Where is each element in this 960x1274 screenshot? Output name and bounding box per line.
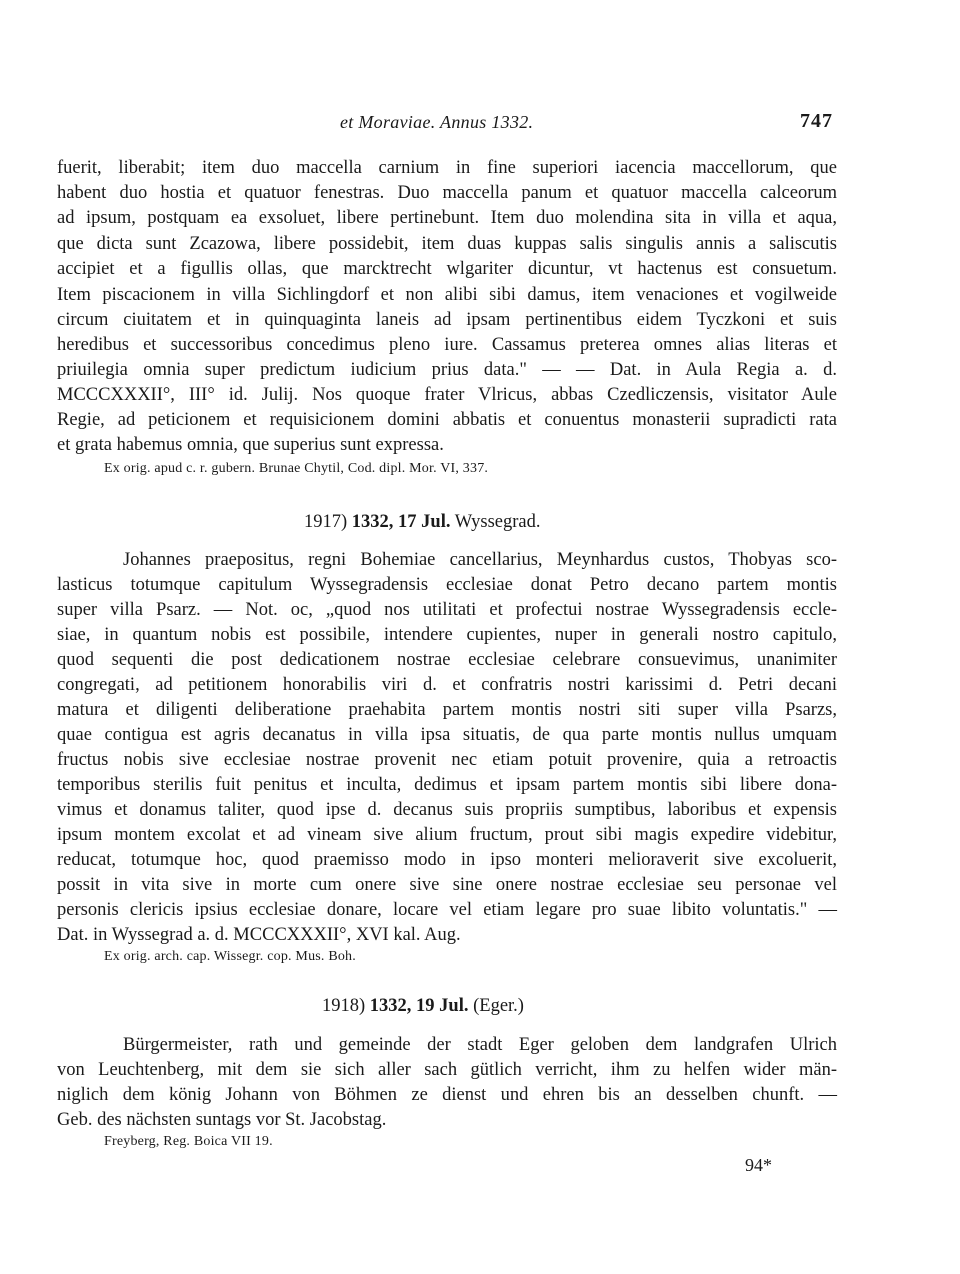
signature-mark: 94* bbox=[745, 1155, 772, 1175]
text-line: niglich dem könig Johann von Böhmen ze dienst und ehren bis an desselben chunft. — bbox=[57, 1085, 837, 1105]
text-line: Bürgermeister, rath und gemeinde der stadt Eger geloben dem landgrafen Ulrich bbox=[123, 1035, 837, 1055]
text-line: von Leuchtenberg, mit dem sie sich aller sach gütlich verricht, ihm zu helfen wider män- bbox=[57, 1060, 837, 1080]
text-line: priuilegia omnia super predictum iudicium prius data." — — Dat. in Aula Regia a. d. bbox=[57, 360, 837, 380]
entry-heading-1917 bbox=[304, 510, 541, 534]
text-line: quod sequenti die post dedicationem nostrae ecclesiae celebrare consuevimus, unanimiter bbox=[57, 650, 837, 670]
text-line: heredibus et successoribus concedimus pleno iure. Cassamus preterea omnes alias literas et bbox=[57, 335, 837, 355]
text-line: MCCCXXXII°, III° id. Julij. Nos quoque frater Vlricus, abbas Czedliczensis, visitator Aule bbox=[57, 385, 837, 405]
text-line: que dicta sunt Zcazowa, libere possidebit, item duas kuppas salis singulis annis a saliscutis bbox=[57, 234, 837, 254]
entry-heading-1918 bbox=[322, 994, 524, 1018]
text-line: lasticus totumque capitulum Wyssegradensis ecclesiae donat Petro decano partem montis bbox=[57, 575, 837, 595]
entry-number: 1918) bbox=[322, 996, 366, 1016]
text-line: circum ciuitatem et in quinquaginta laneis ad ipsam pertinentibus eidem Tyczkoni et suis bbox=[57, 310, 837, 330]
text-line: siae, in quantum nobis est possibile, intendere cupientes, nuper in generali nostro capitulo, bbox=[57, 625, 837, 645]
text-line: quae contigua est agris decanatus in villa ipsa situatis, de qua parte montis nullus umquam bbox=[57, 725, 837, 745]
text-line: personis clericis ipsius ecclesiae donare, locare vel etiam legare pro suae libito voluntatis." — bbox=[57, 900, 837, 920]
entry-place: Wyssegrad. bbox=[454, 512, 541, 532]
text-line: reducat, totumque hoc, quod praemisso modo in ipso monteri melioraverit sive excoluerit, bbox=[57, 850, 837, 870]
text-line: Dat. in Wyssegrad a. d. MCCCXXXII°, XVI kal. Aug. bbox=[57, 925, 461, 945]
text-line: vimus et donamus taliter, quod ipse d. decanus suis propriis sumptibus, laboribus et expensis bbox=[57, 800, 837, 820]
text-line: fuerit, liberabit; item duo maccella carnium in fine superiori iacencia maccellorum, que bbox=[57, 158, 837, 178]
text-line: Geb. des nächsten suntags vor St. Jacobstag. bbox=[57, 1110, 387, 1130]
page-number: 747 bbox=[800, 110, 833, 132]
text-line: super villa Psarz. — Not. oc, „quod nos utilitati et profectui nostrae Wyssegradensis eccle- bbox=[57, 600, 837, 620]
text-line: Item piscacionem in villa Sichlingdorf et non alibi sibi damus, item venaciones et vogilweide bbox=[57, 285, 837, 305]
text-line: accipiet et a figullis ollas, que marcktrecht wlgariter dicuntur, vt hactenus est consuetum. bbox=[57, 259, 837, 279]
source-note: Ex orig. arch. cap. Wissegr. cop. Mus. Boh. bbox=[104, 949, 356, 964]
text-line: Regie, ad peticionem et requisicionem domini abbatis et conuentus monasterii supradicti rata bbox=[57, 410, 837, 430]
text-line: Johannes praepositus, regni Bohemiae cancellarius, Meynhardus custos, Thobyas sco- bbox=[123, 550, 837, 570]
text-line: ad ipsum, postquam ea exsoluet, libere pertinebunt. Item duo molendina sita in villa et aqua, bbox=[57, 208, 837, 228]
text-line: ipsum montem excolat et ad vineam sive alium fructum, prout sibi magis expedire videbitur, bbox=[57, 825, 837, 845]
running-head: et Moraviae. Annus 1332. bbox=[340, 112, 534, 132]
text-line: possit in vita sive in morte cum onere sive sine onere nostrae ecclesiae seu personae vel bbox=[57, 875, 837, 895]
text-line: et grata habemus omnia, que superius sunt expressa. bbox=[57, 435, 444, 455]
text-line: congregati, ad petitionem honorabilis viri d. et confratris nostri karissimi d. Petri decani bbox=[57, 675, 837, 695]
entry-number: 1917) bbox=[304, 512, 348, 532]
text-line: fructus nobis sive ecclesiae nostrae provenit nec etiam potuit provenire, quia a retroactis bbox=[57, 750, 837, 770]
text-line: matura et diligenti deliberatione praehabita partem montis nostri siti super villa Psarzs, bbox=[57, 700, 837, 720]
text-line: habent duo hostia et quatuor fenestras. Duo maccella panum et quatuor maccella calceorum bbox=[57, 183, 837, 203]
source-note: Ex orig. apud c. r. gubern. Brunae Chytil, Cod. dipl. Mor. VI, 337. bbox=[104, 461, 489, 476]
source-note: Freyberg, Reg. Boica VII 19. bbox=[104, 1134, 273, 1149]
entry-date: 1332, 19 Jul. bbox=[369, 996, 469, 1016]
entry-place: (Eger.) bbox=[473, 996, 524, 1016]
text-line: temporibus sterilis fuit penitus et inculta, dedimus et ipsam partem montis sibi libere dona- bbox=[57, 775, 837, 795]
entry-date: 1332, 17 Jul. bbox=[351, 512, 451, 532]
